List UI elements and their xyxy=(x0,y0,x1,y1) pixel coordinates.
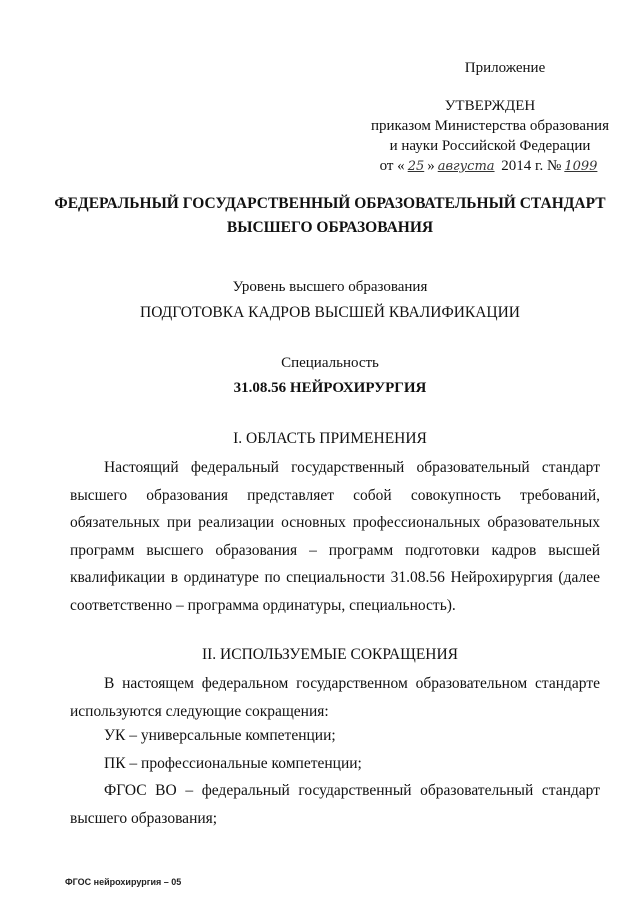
abbrev-pk: ПК – профессиональные компетенции; xyxy=(104,755,362,772)
date-month-handwritten: августа xyxy=(437,159,495,174)
date-year: 2014 г. № xyxy=(501,158,562,174)
approved-label: УТВЕРЖДЕН xyxy=(444,98,536,114)
document-title xyxy=(30,192,630,240)
section-1-paragraph: Настоящий федеральный государственный образовательный стандарт высшего образования представляет собой совокупность требований, обязательных при реализации основных профессиональных образовательных программ высшего образования – программ подготовки кадров высшей квалификации в ординатуре по специальности 31.08.56 Нейрохирургия (далее соответственно – программа ординатуры, специальность). xyxy=(70,459,600,614)
order-line-2: и науки Российской Федерации xyxy=(389,138,591,154)
list-item xyxy=(70,750,600,778)
abbrev-uk: УК – универсальные компетенции; xyxy=(104,727,336,744)
page-footer: ФГОС нейрохирургия – 05 xyxy=(65,877,182,887)
date-day-handwritten: 25 xyxy=(407,159,425,174)
date-mid: » xyxy=(427,158,435,174)
section-2-intro: В настоящем федеральном государственном образовательном стандарте используются следующие сокращения: xyxy=(70,675,600,720)
specialty-value: 31.08.56 НЕЙРОХИРУРГИЯ xyxy=(233,380,427,396)
list-item xyxy=(70,722,600,750)
list-item xyxy=(70,777,600,832)
appendix-label: Приложение xyxy=(464,60,546,76)
section-2-heading: II. ИСПОЛЬЗУЕМЫЕ СОКРАЩЕНИЯ xyxy=(201,646,459,663)
approval-block xyxy=(360,58,620,177)
section-1-heading: I. ОБЛАСТЬ ПРИМЕНЕНИЯ xyxy=(233,430,427,447)
title-line-1: ФЕДЕРАЛЬНЫЙ ГОСУДАРСТВЕННЫЙ ОБРАЗОВАТЕЛЬНЫЙ СТАНДАРТ xyxy=(54,195,606,212)
order-line-1: приказом Министерства образования xyxy=(371,118,609,134)
order-date-line xyxy=(360,156,620,177)
specialty-label: Специальность xyxy=(281,355,379,371)
order-number-handwritten: 1099 xyxy=(564,159,598,174)
title-line-2: ВЫСШЕГО ОБРАЗОВАНИЯ xyxy=(226,219,434,236)
education-level-value: ПОДГОТОВКА КАДРОВ ВЫСШЕЙ КВАЛИФИКАЦИИ xyxy=(140,304,520,321)
date-prefix: от « xyxy=(379,158,405,174)
abbrev-fgos: ФГОС ВО – федеральный государственный образовательный стандарт высшего образования; xyxy=(70,782,600,827)
education-level-label: Уровень высшего образования xyxy=(232,279,428,295)
